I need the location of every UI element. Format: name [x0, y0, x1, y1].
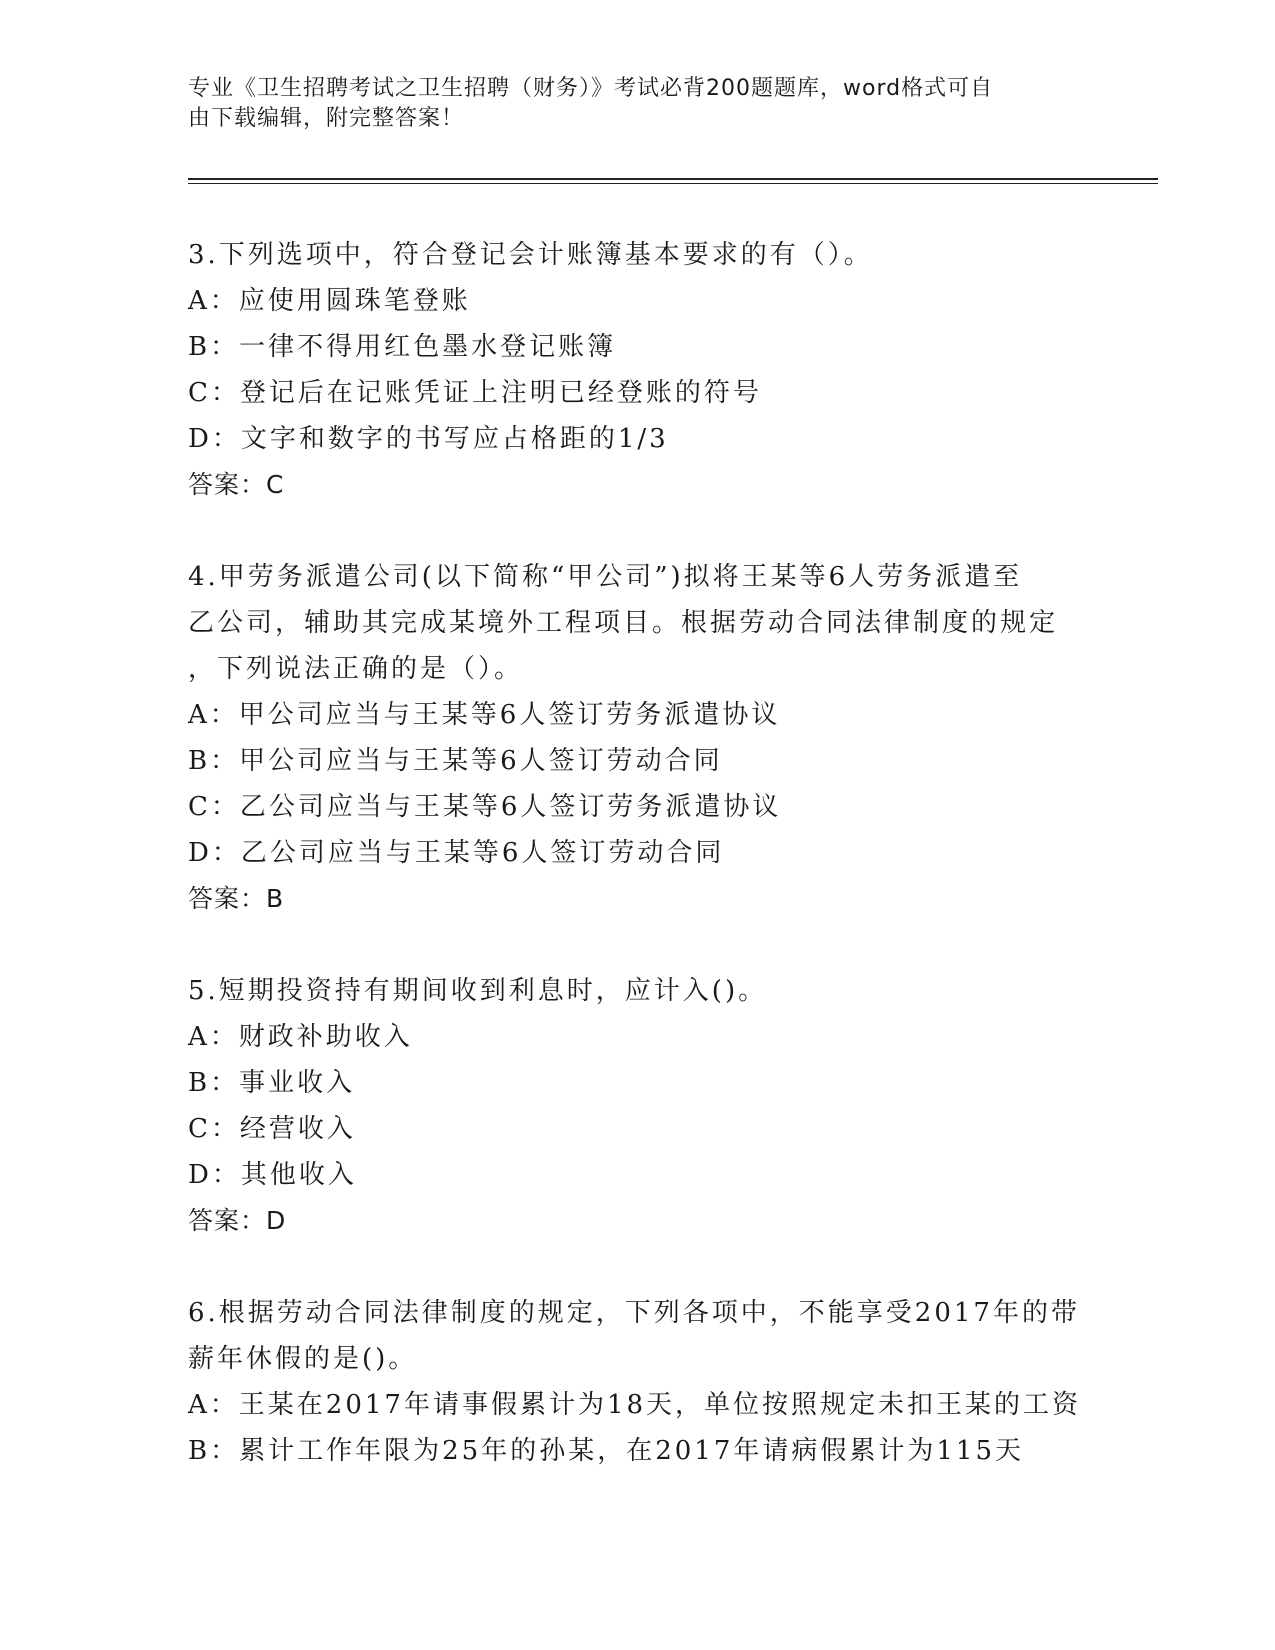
option-a: A：财政补助收入	[188, 1022, 413, 1052]
document-header	[188, 74, 1088, 134]
header-line: 由下载编辑，附完整答案！	[188, 106, 465, 131]
option-c: C：经营收入	[188, 1114, 356, 1144]
question-stem: ，下列说法正确的是（）。	[188, 654, 524, 684]
question-stem: 5.短期投资持有期间收到利息时，应计入()。	[188, 976, 768, 1006]
option-b: B：事业收入	[188, 1068, 356, 1098]
option-d: D：文字和数字的书写应占格距的1/3	[188, 424, 669, 454]
header-divider	[188, 183, 1158, 184]
option-a: A：甲公司应当与王某等6人签订劳务派遣协议	[188, 700, 781, 730]
option-d: D：其他收入	[188, 1160, 357, 1190]
answer-label: 答案：B	[188, 884, 285, 913]
question-4	[188, 554, 1168, 922]
answer-label: 答案：C	[188, 470, 285, 499]
question-stem: 3.下列选项中，符合登记会计账簿基本要求的有（）。	[188, 240, 873, 270]
option-b: B：甲公司应当与王某等6人签订劳动合同	[188, 746, 723, 776]
option-a: A：应使用圆珠笔登账	[188, 286, 471, 316]
question-stem: 薪年休假的是()。	[188, 1344, 418, 1374]
question-3	[188, 232, 1168, 508]
question-list	[188, 232, 1168, 1520]
question-stem: 4.甲劳务派遣公司(以下简称“甲公司”)拟将王某等6人劳务派遣至	[188, 562, 1023, 592]
option-b: B：一律不得用红色墨水登记账簿	[188, 332, 617, 362]
answer-label: 答案：D	[188, 1206, 287, 1235]
header-line: 专业《卫生招聘考试之卫生招聘（财务）》考试必背200题题库，word格式可自	[188, 76, 994, 101]
option-a: A：王某在2017年请事假累计为18天，单位按照规定未扣王某的工资	[188, 1390, 1082, 1420]
option-c: C：登记后在记账凭证上注明已经登账的符号	[188, 378, 762, 408]
question-6	[188, 1290, 1168, 1474]
option-d: D：乙公司应当与王某等6人签订劳动合同	[188, 838, 725, 868]
option-b: B：累计工作年限为25年的孙某，在2017年请病假累计为115天	[188, 1436, 1024, 1466]
question-5	[188, 968, 1168, 1244]
header-divider	[188, 178, 1158, 180]
question-stem: 6.根据劳动合同法律制度的规定，下列各项中，不能享受2017年的带	[188, 1298, 1080, 1328]
question-stem: 乙公司，辅助其完成某境外工程项目。根据劳动合同法律制度的规定	[188, 608, 1059, 638]
option-c: C：乙公司应当与王某等6人签订劳务派遣协议	[188, 792, 782, 822]
